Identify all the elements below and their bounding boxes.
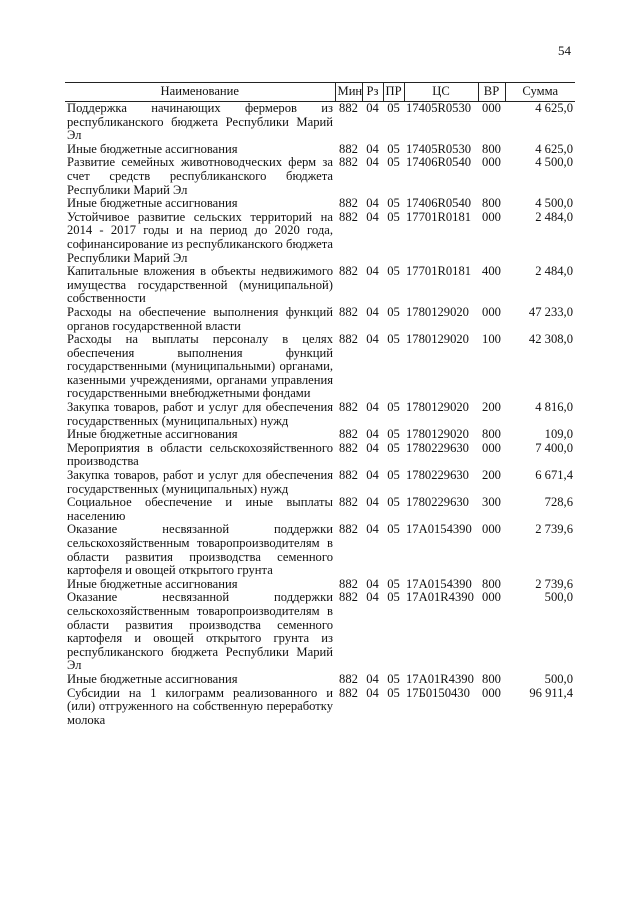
row-min: 882 xyxy=(339,101,358,115)
row-pr: 05 xyxy=(387,440,400,455)
row-vr: 200 xyxy=(482,400,501,415)
row-pr: 05 xyxy=(387,196,400,211)
row-min: 882 xyxy=(339,332,358,347)
row-sum: 7 400,0 xyxy=(535,440,573,455)
row-pr: 05 xyxy=(387,671,400,686)
row-sum: 4 816,0 xyxy=(535,400,573,415)
row-sum: 6 671,4 xyxy=(535,468,573,483)
row-pr: 05 xyxy=(387,495,400,510)
budget-table xyxy=(65,82,575,727)
row-pr: 05 xyxy=(387,332,400,347)
row-pr: 05 xyxy=(387,685,400,700)
row-name: Капитальные вложения в объекты недвижимого имущества государственной (муниципальной) собственности xyxy=(67,264,333,306)
table-row xyxy=(65,687,575,728)
row-name: Расходы на обеспечение выполнения функций органов государственной власти xyxy=(67,304,333,333)
table-row xyxy=(65,523,575,577)
row-cs: 17А01R4390 xyxy=(406,590,474,605)
row-name: Иные бюджетные ассигнования xyxy=(67,196,238,211)
row-pr: 05 xyxy=(387,101,400,115)
row-cs: 1780129020 xyxy=(406,332,469,347)
row-name: Иные бюджетные ассигнования xyxy=(67,427,238,442)
row-sum: 728,6 xyxy=(544,495,573,510)
row-sum: 4 625,0 xyxy=(535,101,573,115)
row-min: 882 xyxy=(339,209,358,224)
row-vr: 000 xyxy=(482,522,501,537)
row-cs: 17405R0530 xyxy=(406,101,472,115)
row-cs: 17А0154390 xyxy=(406,522,472,537)
row-vr: 100 xyxy=(482,332,501,347)
row-rz: 04 xyxy=(366,155,379,170)
row-sum: 2 739,6 xyxy=(535,522,573,537)
row-cs: 1780229630 xyxy=(406,440,469,455)
row-rz: 04 xyxy=(366,685,379,700)
table-row xyxy=(65,428,575,442)
row-rz: 04 xyxy=(366,209,379,224)
row-min: 882 xyxy=(339,671,358,686)
row-rz: 04 xyxy=(366,671,379,686)
row-cs: 1780229630 xyxy=(406,495,469,510)
row-min: 882 xyxy=(339,141,358,156)
row-vr: 800 xyxy=(482,427,501,442)
row-pr: 05 xyxy=(387,522,400,537)
row-vr: 000 xyxy=(482,304,501,319)
row-rz: 04 xyxy=(366,400,379,415)
row-vr: 000 xyxy=(482,685,501,700)
row-pr: 05 xyxy=(387,209,400,224)
row-sum: 109,0 xyxy=(544,427,573,442)
header-pr: ПР xyxy=(383,83,404,102)
row-min: 882 xyxy=(339,196,358,211)
table-row xyxy=(65,442,575,469)
row-name: Иные бюджетные ассигнования xyxy=(67,671,238,686)
row-name: Расходы на выплаты персоналу в целях обеспечения выполнения функций государственными (муниципальными) органами, казенными учреждениями, органами управления государственными внебюджетными фондами xyxy=(67,332,333,401)
row-vr: 000 xyxy=(482,209,501,224)
row-min: 882 xyxy=(339,590,358,605)
row-min: 882 xyxy=(339,427,358,442)
row-vr: 800 xyxy=(482,671,501,686)
table-row xyxy=(65,306,575,333)
row-min: 882 xyxy=(339,685,358,700)
header-sum: Сумма xyxy=(505,83,575,102)
row-sum: 500,0 xyxy=(544,590,573,605)
page-number: 54 xyxy=(558,43,571,58)
table-row xyxy=(65,591,575,673)
row-name: Мероприятия в области сельскохозяйственного производства xyxy=(67,440,333,469)
header-cs: ЦС xyxy=(404,83,478,102)
row-rz: 04 xyxy=(366,576,379,591)
row-rz: 04 xyxy=(366,196,379,211)
row-min: 882 xyxy=(339,400,358,415)
row-pr: 05 xyxy=(387,141,400,156)
row-rz: 04 xyxy=(366,440,379,455)
row-sum: 4 500,0 xyxy=(535,196,573,211)
row-rz: 04 xyxy=(366,332,379,347)
row-name: Развитие семейных животноводческих ферм за счет средств республиканского бюджета Республики Марий Эл xyxy=(67,155,333,197)
row-rz: 04 xyxy=(366,522,379,537)
table-row xyxy=(65,211,575,265)
table-row xyxy=(65,265,575,306)
row-vr: 300 xyxy=(482,495,501,510)
row-min: 882 xyxy=(339,264,358,279)
row-cs: 17405R0530 xyxy=(406,141,472,156)
row-cs: 17Б0150430 xyxy=(406,685,470,700)
row-rz: 04 xyxy=(366,304,379,319)
row-min: 882 xyxy=(339,155,358,170)
row-pr: 05 xyxy=(387,590,400,605)
row-pr: 05 xyxy=(387,576,400,591)
table-row xyxy=(65,673,575,687)
row-name: Иные бюджетные ассигнования xyxy=(67,141,238,156)
header-vr: ВР xyxy=(478,83,505,102)
row-vr: 200 xyxy=(482,468,501,483)
row-sum: 500,0 xyxy=(544,671,573,686)
row-name: Социальное обеспечение и иные выплаты населению xyxy=(67,495,333,523)
row-cs: 17А0154390 xyxy=(406,576,472,591)
row-sum: 4 500,0 xyxy=(535,155,573,170)
row-pr: 05 xyxy=(387,155,400,170)
table-row xyxy=(65,578,575,592)
table-header-row xyxy=(65,83,575,102)
row-min: 882 xyxy=(339,576,358,591)
row-sum: 42 308,0 xyxy=(528,332,573,347)
row-cs: 1780129020 xyxy=(406,427,469,442)
row-vr: 400 xyxy=(482,264,501,279)
table-row xyxy=(65,401,575,428)
row-cs: 17406R0540 xyxy=(406,155,472,170)
row-pr: 05 xyxy=(387,400,400,415)
row-cs: 17701R0181 xyxy=(406,209,472,224)
row-name: Оказание несвязанной поддержки сельскохозяйственным товаропроизводителям в области развития производства семенного картофеля и овощей открытого грунта xyxy=(67,522,333,578)
header-rz: Рз xyxy=(362,83,383,102)
row-vr: 000 xyxy=(482,155,501,170)
row-name: Иные бюджетные ассигнования xyxy=(67,576,238,591)
row-pr: 05 xyxy=(387,264,400,279)
row-vr: 800 xyxy=(482,196,501,211)
row-vr: 000 xyxy=(482,440,501,455)
row-vr: 000 xyxy=(482,101,501,115)
row-vr: 800 xyxy=(482,141,501,156)
row-name: Оказание несвязанной поддержки сельскохозяйственным товаропроизводителям в области развития производства семенного картофеля и овощей открытого грунта из республиканского бюджета Республики Марий Эл xyxy=(67,590,333,673)
row-cs: 17А01R4390 xyxy=(406,671,474,686)
row-rz: 04 xyxy=(366,590,379,605)
row-sum: 4 625,0 xyxy=(535,141,573,156)
table-row xyxy=(65,197,575,211)
row-rz: 04 xyxy=(366,468,379,483)
table-row xyxy=(65,333,575,401)
row-rz: 04 xyxy=(366,427,379,442)
row-cs: 17406R0540 xyxy=(406,196,472,211)
row-cs: 1780229630 xyxy=(406,468,469,483)
table-body xyxy=(65,102,575,728)
row-name: Закупка товаров, работ и услуг для обеспечения государственных (муниципальных) нужд xyxy=(67,468,333,496)
table-row xyxy=(65,496,575,523)
row-name: Закупка товаров, работ и услуг для обеспечения государственных (муниципальных) нужд xyxy=(67,400,333,428)
row-cs: 1780129020 xyxy=(406,304,469,319)
header-min: Мин xyxy=(335,83,362,102)
row-sum: 47 233,0 xyxy=(528,304,573,319)
row-rz: 04 xyxy=(366,264,379,279)
table-row xyxy=(65,469,575,496)
row-sum: 2 484,0 xyxy=(535,264,573,279)
row-name: Поддержка начинающих фермеров из республиканского бюджета Республики Марий Эл xyxy=(67,101,333,143)
row-min: 882 xyxy=(339,495,358,510)
row-name: Субсидии на 1 килограмм реализованного и (или) отгруженного на собственную переработку молока xyxy=(67,685,333,727)
table-row xyxy=(65,156,575,197)
row-vr: 800 xyxy=(482,576,501,591)
header-name: Наименование xyxy=(65,83,335,102)
row-pr: 05 xyxy=(387,468,400,483)
row-min: 882 xyxy=(339,304,358,319)
row-sum: 2 739,6 xyxy=(535,576,573,591)
row-rz: 04 xyxy=(366,495,379,510)
row-name: Устойчивое развитие сельских территорий на 2014 - 2017 годы и на период до 2020 года, софинансирование из республиканского бюджета Республики Марий Эл xyxy=(67,209,333,265)
table-row xyxy=(65,102,575,143)
row-min: 882 xyxy=(339,468,358,483)
row-sum: 96 911,4 xyxy=(529,685,573,700)
row-rz: 04 xyxy=(366,141,379,156)
row-cs: 1780129020 xyxy=(406,400,469,415)
table-row xyxy=(65,143,575,157)
row-min: 882 xyxy=(339,522,358,537)
row-min: 882 xyxy=(339,440,358,455)
row-rz: 04 xyxy=(366,101,379,115)
row-pr: 05 xyxy=(387,304,400,319)
row-cs: 17701R0181 xyxy=(406,264,472,279)
row-sum: 2 484,0 xyxy=(535,209,573,224)
row-pr: 05 xyxy=(387,427,400,442)
row-vr: 000 xyxy=(482,590,501,605)
